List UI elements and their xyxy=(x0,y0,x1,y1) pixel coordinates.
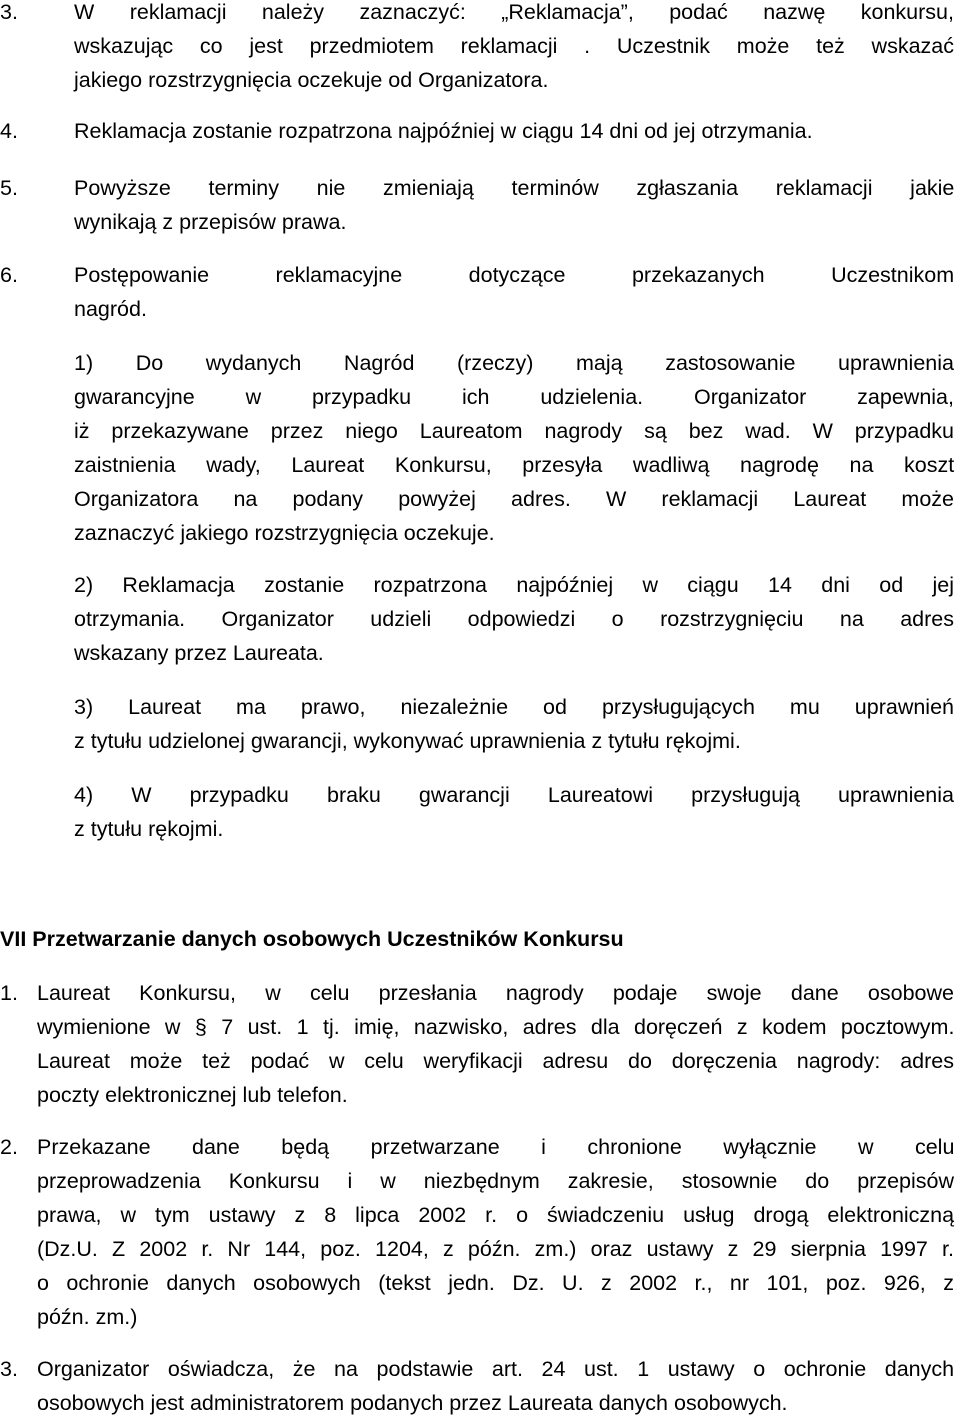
text-line: Postępowanie reklamacyjne dotyczące przekazanych Uczestnikom xyxy=(74,263,955,287)
list-item-3 xyxy=(0,0,954,97)
list-item-6 xyxy=(0,258,954,326)
text-line: późn. zm.) xyxy=(37,1305,138,1329)
text-line: nagród. xyxy=(74,297,147,321)
item-number: 5. xyxy=(0,176,18,200)
text-line: Laureat może też podać w celu weryfikacji adresu do doręczenia nagrody: adres xyxy=(37,1049,954,1073)
sub-item-2 xyxy=(74,568,954,670)
text-line: prawa, w tym ustawy z 8 lipca 2002 r. o świadczeniu usług drogą elektroniczną xyxy=(37,1203,955,1227)
item-number: 6. xyxy=(0,263,18,287)
item-number: 2. xyxy=(0,1135,18,1159)
text-line: z tytułu rękojmi. xyxy=(74,817,224,841)
text-line: Przekazane dane będą przetwarzane i chronione wyłącznie w celu xyxy=(37,1135,955,1159)
text-line: 1) Do wydanych Nagród (rzeczy) mają zastosowanie uprawnienia xyxy=(74,351,954,375)
sub-item-4 xyxy=(74,778,954,846)
item-text xyxy=(74,114,954,148)
item-text xyxy=(37,976,954,1112)
sub-item-1 xyxy=(74,346,954,550)
item-text xyxy=(74,258,954,326)
paragraph-2 xyxy=(0,1130,954,1334)
text-line: Organizatora na podany powyżej adres. W reklamacji Laureat może xyxy=(74,487,954,511)
item-text xyxy=(37,1352,954,1420)
text-line: Organizator oświadcza, że na podstawie art. 24 ust. 1 ustawy o ochronie danych xyxy=(37,1357,955,1381)
item-text xyxy=(74,0,954,97)
item-number: 3. xyxy=(0,1357,18,1381)
text-line: wskazując co jest przedmiotem reklamacji . Uczestnik może też wskazać xyxy=(74,34,954,58)
sub-item-3 xyxy=(74,690,954,758)
list-item-5 xyxy=(0,171,954,239)
text-line: (Dz.U. Z 2002 r. Nr 144, poz. 1204, z późn. zm.) oraz ustawy z 29 sierpnia 1997 r. xyxy=(37,1237,954,1261)
list-item-4 xyxy=(0,114,954,148)
text-line: 4) W przypadku braku gwarancji Laureatowi przysługują uprawnienia xyxy=(74,783,954,807)
text-line: otrzymania. Organizator udzieli odpowiedzi o rozstrzygnięciu na adres xyxy=(74,607,954,631)
text-line: zaistnienia wady, Laureat Konkursu, przesyła wadliwą nagrodę na koszt xyxy=(74,453,955,477)
item-number: 4. xyxy=(0,119,18,143)
text-line: o ochronie danych osobowych (tekst jedn. Dz. U. z 2002 r., nr 101, poz. 926, z xyxy=(37,1271,954,1295)
text-line: 2) Reklamacja zostanie rozpatrzona najpóźniej w ciągu 14 dni od jej xyxy=(74,573,954,597)
text-line: zaznaczyć jakiego rozstrzygnięcia oczekuje. xyxy=(74,521,495,545)
item-text xyxy=(74,171,954,239)
text-line: wymienione w § 7 ust. 1 tj. imię, nazwisko, adres dla doręczeń z kodem pocztowym. xyxy=(37,1015,955,1039)
text-line: wskazany przez Laureata. xyxy=(74,641,324,665)
text-line: gwarancyjne w przypadku ich udzielenia. Organizator zapewnia, xyxy=(74,385,954,409)
text-line: jakiego rozstrzygnięcia oczekuje od Organizatora. xyxy=(74,68,549,92)
text-line: Powyższe terminy nie zmieniają terminów zgłaszania reklamacji jakie xyxy=(74,176,955,200)
item-text xyxy=(37,1130,954,1334)
text-line: z tytułu udzielonej gwarancji, wykonywać uprawnienia z tytułu rękojmi. xyxy=(74,729,741,753)
item-number: 1. xyxy=(0,981,18,1005)
text-line: poczty elektronicznej lub telefon. xyxy=(37,1083,348,1107)
text-line: Reklamacja zostanie rozpatrzona najpóźniej w ciągu 14 dni od jej otrzymania. xyxy=(74,119,813,143)
section-heading: VII Przetwarzanie danych osobowych Uczestników Konkursu xyxy=(0,927,624,951)
text-line: Laureat Konkursu, w celu przesłania nagrody podaje swoje dane osobowe xyxy=(37,981,954,1005)
text-line: 3) Laureat ma prawo, niezależnie od przysługujących mu uprawnień xyxy=(74,695,954,719)
text-line: przeprowadzenia Konkursu i w niezbędnym zakresie, stosownie do przepisów xyxy=(37,1169,954,1193)
paragraph-1 xyxy=(0,976,954,1112)
paragraph-3 xyxy=(0,1352,954,1420)
text-line: osobowych jest administratorem podanych przez Laureata danych osobowych. xyxy=(37,1391,788,1415)
text-line: iż przekazywane przez niego Laureatom nagrody są bez wad. W przypadku xyxy=(74,419,954,443)
text-line: W reklamacji należy zaznaczyć: „Reklamacja”, podać nazwę konkursu, xyxy=(74,0,954,24)
text-line: wynikają z przepisów prawa. xyxy=(74,210,347,234)
item-number: 3. xyxy=(0,0,18,24)
